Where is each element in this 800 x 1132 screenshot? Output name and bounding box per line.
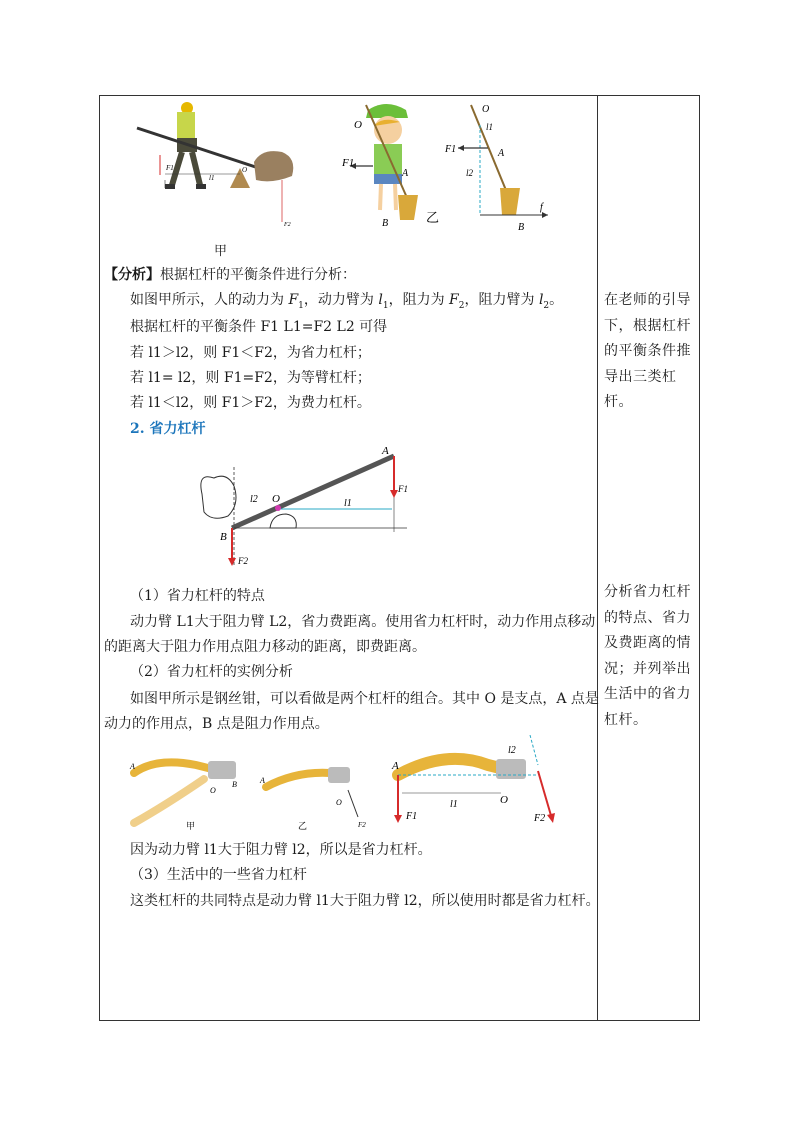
- label-o-4: O: [272, 493, 280, 505]
- label-l2-b: l2: [466, 168, 474, 178]
- label-o-3: O: [482, 104, 490, 115]
- label-f1: F1: [166, 164, 174, 172]
- sub1-title: （1）省力杠杆的特点: [130, 588, 265, 604]
- svg-text:F2: F2: [358, 821, 366, 829]
- pliers-half-handle: [266, 773, 330, 787]
- svg-text:A: A: [130, 762, 135, 771]
- analysis-title: 【分析】: [104, 267, 160, 283]
- label-f2: F2: [284, 222, 291, 228]
- label-o-2: O: [354, 119, 362, 131]
- broom-head-a: [398, 195, 418, 220]
- label-f1-4: F1: [398, 484, 408, 494]
- label-a-2: A: [498, 148, 505, 159]
- label-l1-c: l1: [344, 498, 352, 509]
- sub2-text-b: 动力的作用点，B 点是阻力作用点。: [104, 716, 329, 732]
- teacher-note-1: 在老师的引导下，根据杠杆的平衡条件推导出三类杠杆。: [604, 292, 691, 410]
- svg-text:l2: l2: [508, 745, 516, 756]
- broom-head-b: [500, 188, 520, 215]
- rock: [254, 151, 293, 181]
- label-b: B: [382, 218, 389, 229]
- caption-jia: 甲: [214, 244, 228, 259]
- label-f2-2: F2: [238, 556, 248, 566]
- label-b-2: B: [518, 222, 525, 233]
- pliers-handle-bottom: [134, 779, 204, 823]
- svg-text:A: A: [392, 760, 399, 772]
- analysis-line2: 根据杠杆的平衡条件 F1 L1=F2 L2 可得: [130, 319, 388, 335]
- analysis-intro-line: [104, 264, 356, 284]
- label-l2-c: l2: [250, 494, 258, 505]
- pliers-large-handle: [398, 759, 504, 775]
- analysis-case1: 若 l1＞l2，则 F1＜F2，为省力杠杆；: [130, 345, 371, 361]
- sub2-text-a: 如图甲所示是钢丝钳，可以看做是两个杠杆的组合。其中 O 是支点，A 点是: [130, 691, 599, 707]
- label-o: O: [242, 166, 248, 174]
- analysis-case2: 若 l1= l2，则 F1=F2，为等臂杠杆；: [130, 370, 371, 386]
- label-l1: l1: [209, 174, 215, 182]
- conclusion: 因为动力臂 l1大于阻力臂 l2，所以是省力杠杆。: [130, 842, 432, 858]
- lever-plank: [232, 456, 394, 528]
- caption-yi: 乙: [426, 210, 440, 225]
- analysis-intro: 根据杠杆的平衡条件进行分析：: [160, 267, 356, 283]
- sub1-text-b: 的距离大于阻力作用点阻力移动的距离，即费距离。: [104, 639, 426, 655]
- svg-text:A: A: [260, 776, 265, 785]
- fulcrum-stone: [270, 514, 296, 528]
- label-b-3: B: [220, 531, 227, 543]
- svg-text:O: O: [336, 798, 342, 807]
- rock-outline: [201, 476, 236, 518]
- svg-text:F2: F2: [534, 813, 546, 824]
- label-f: f: [540, 202, 543, 213]
- sub3-text: 这类杠杆的共同特点是动力臂 l1大于阻力臂 l2，所以使用时都是省力杠杆。: [130, 893, 600, 909]
- figure-lever-person: [132, 100, 307, 230]
- section2-heading: 2. 省力杠杆: [130, 421, 206, 437]
- label-f1-2: F1: [342, 157, 355, 169]
- caption-pliers-yi: 乙: [298, 821, 308, 831]
- figure-lever-rock: [192, 442, 412, 572]
- analysis-case3: 若 l1＜l2，则 F1＞F2，为费力杠杆。: [130, 395, 371, 411]
- column-divider: [597, 95, 598, 1021]
- svg-text:F1: F1: [406, 811, 418, 822]
- svg-text:l1: l1: [450, 799, 458, 810]
- sub2-title: （2）省力杠杆的实例分析: [130, 664, 293, 680]
- pliers-handle-top: [134, 762, 212, 773]
- caption-pliers-jia: 甲: [186, 821, 196, 831]
- label-f1-3: F1: [445, 144, 457, 155]
- label-a-3: A: [382, 445, 389, 457]
- broom-handle-b: [471, 105, 510, 200]
- svg-text:O: O: [210, 786, 216, 795]
- sub1-text-a: 动力臂 L1大于阻力臂 L2，省力费距离。使用省力杠杆时，动力作用点移动: [130, 614, 596, 630]
- figure-pliers: [126, 735, 566, 835]
- sub3-title: （3）生活中的一些省力杠杆: [130, 867, 307, 883]
- label-a: A: [402, 168, 409, 179]
- label-l1-b: l1: [486, 122, 494, 132]
- teacher-note-2: 分析省力杠杆的特点、省力及费距离的情况；并列举出生活中的省力杠杆。: [604, 584, 691, 728]
- figure-broom-boy: [338, 100, 568, 235]
- analysis-line1: 如图甲所示，人的动力为 $F_1$，动力臂为 $l_1$，阻力为 $F_2$，阻力臂为 $l_2$。: [130, 292, 564, 311]
- svg-text:B: B: [232, 780, 237, 789]
- svg-text:O: O: [500, 794, 508, 806]
